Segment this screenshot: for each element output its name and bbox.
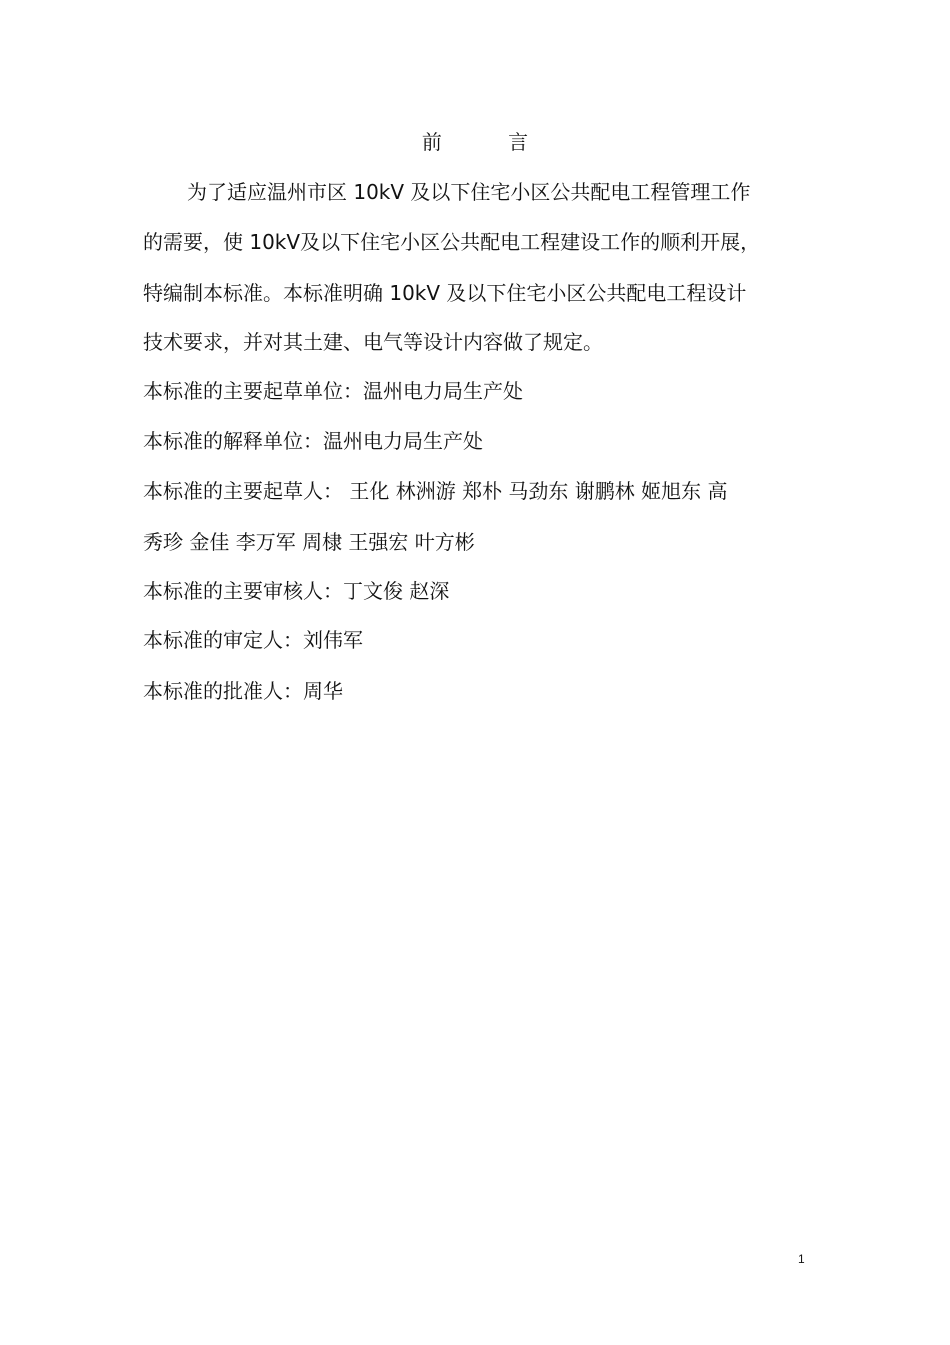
page-number: 1 [798, 1252, 805, 1266]
page-title: 前 言 [421, 130, 559, 154]
drafters-line-2: 秀珍 金佳 李万军 周棣 王强宏 叶方彬 [143, 530, 475, 554]
preface-line-2: 的需要，使 10kV及以下住宅小区公共配电工程建设工作的顺利开展， [143, 230, 761, 254]
preface-line-1: 为了适应温州市区 10kV 及以下住宅小区公共配电工程管理工作 [187, 180, 751, 204]
preface-line-3: 特编制本标准。本标准明确 10kV 及以下住宅小区公共配电工程设计 [143, 281, 747, 305]
preface-line-4: 技术要求，并对其土建、电气等设计内容做了规定。 [143, 330, 603, 354]
interpretation-unit: 本标准的解释单位：温州电力局生产处 [143, 429, 483, 453]
drafting-unit: 本标准的主要起草单位：温州电力局生产处 [143, 379, 523, 403]
reviewers: 本标准的主要审核人：丁文俊 赵深 [143, 579, 450, 603]
approver: 本标准的批准人：周华 [143, 679, 343, 703]
drafters-line-1: 本标准的主要起草人： 王化 林洲游 郑朴 马劲东 谢鹏林 姬旭东 高 [143, 479, 728, 503]
approver-set: 本标准的审定人：刘伟军 [143, 628, 363, 652]
